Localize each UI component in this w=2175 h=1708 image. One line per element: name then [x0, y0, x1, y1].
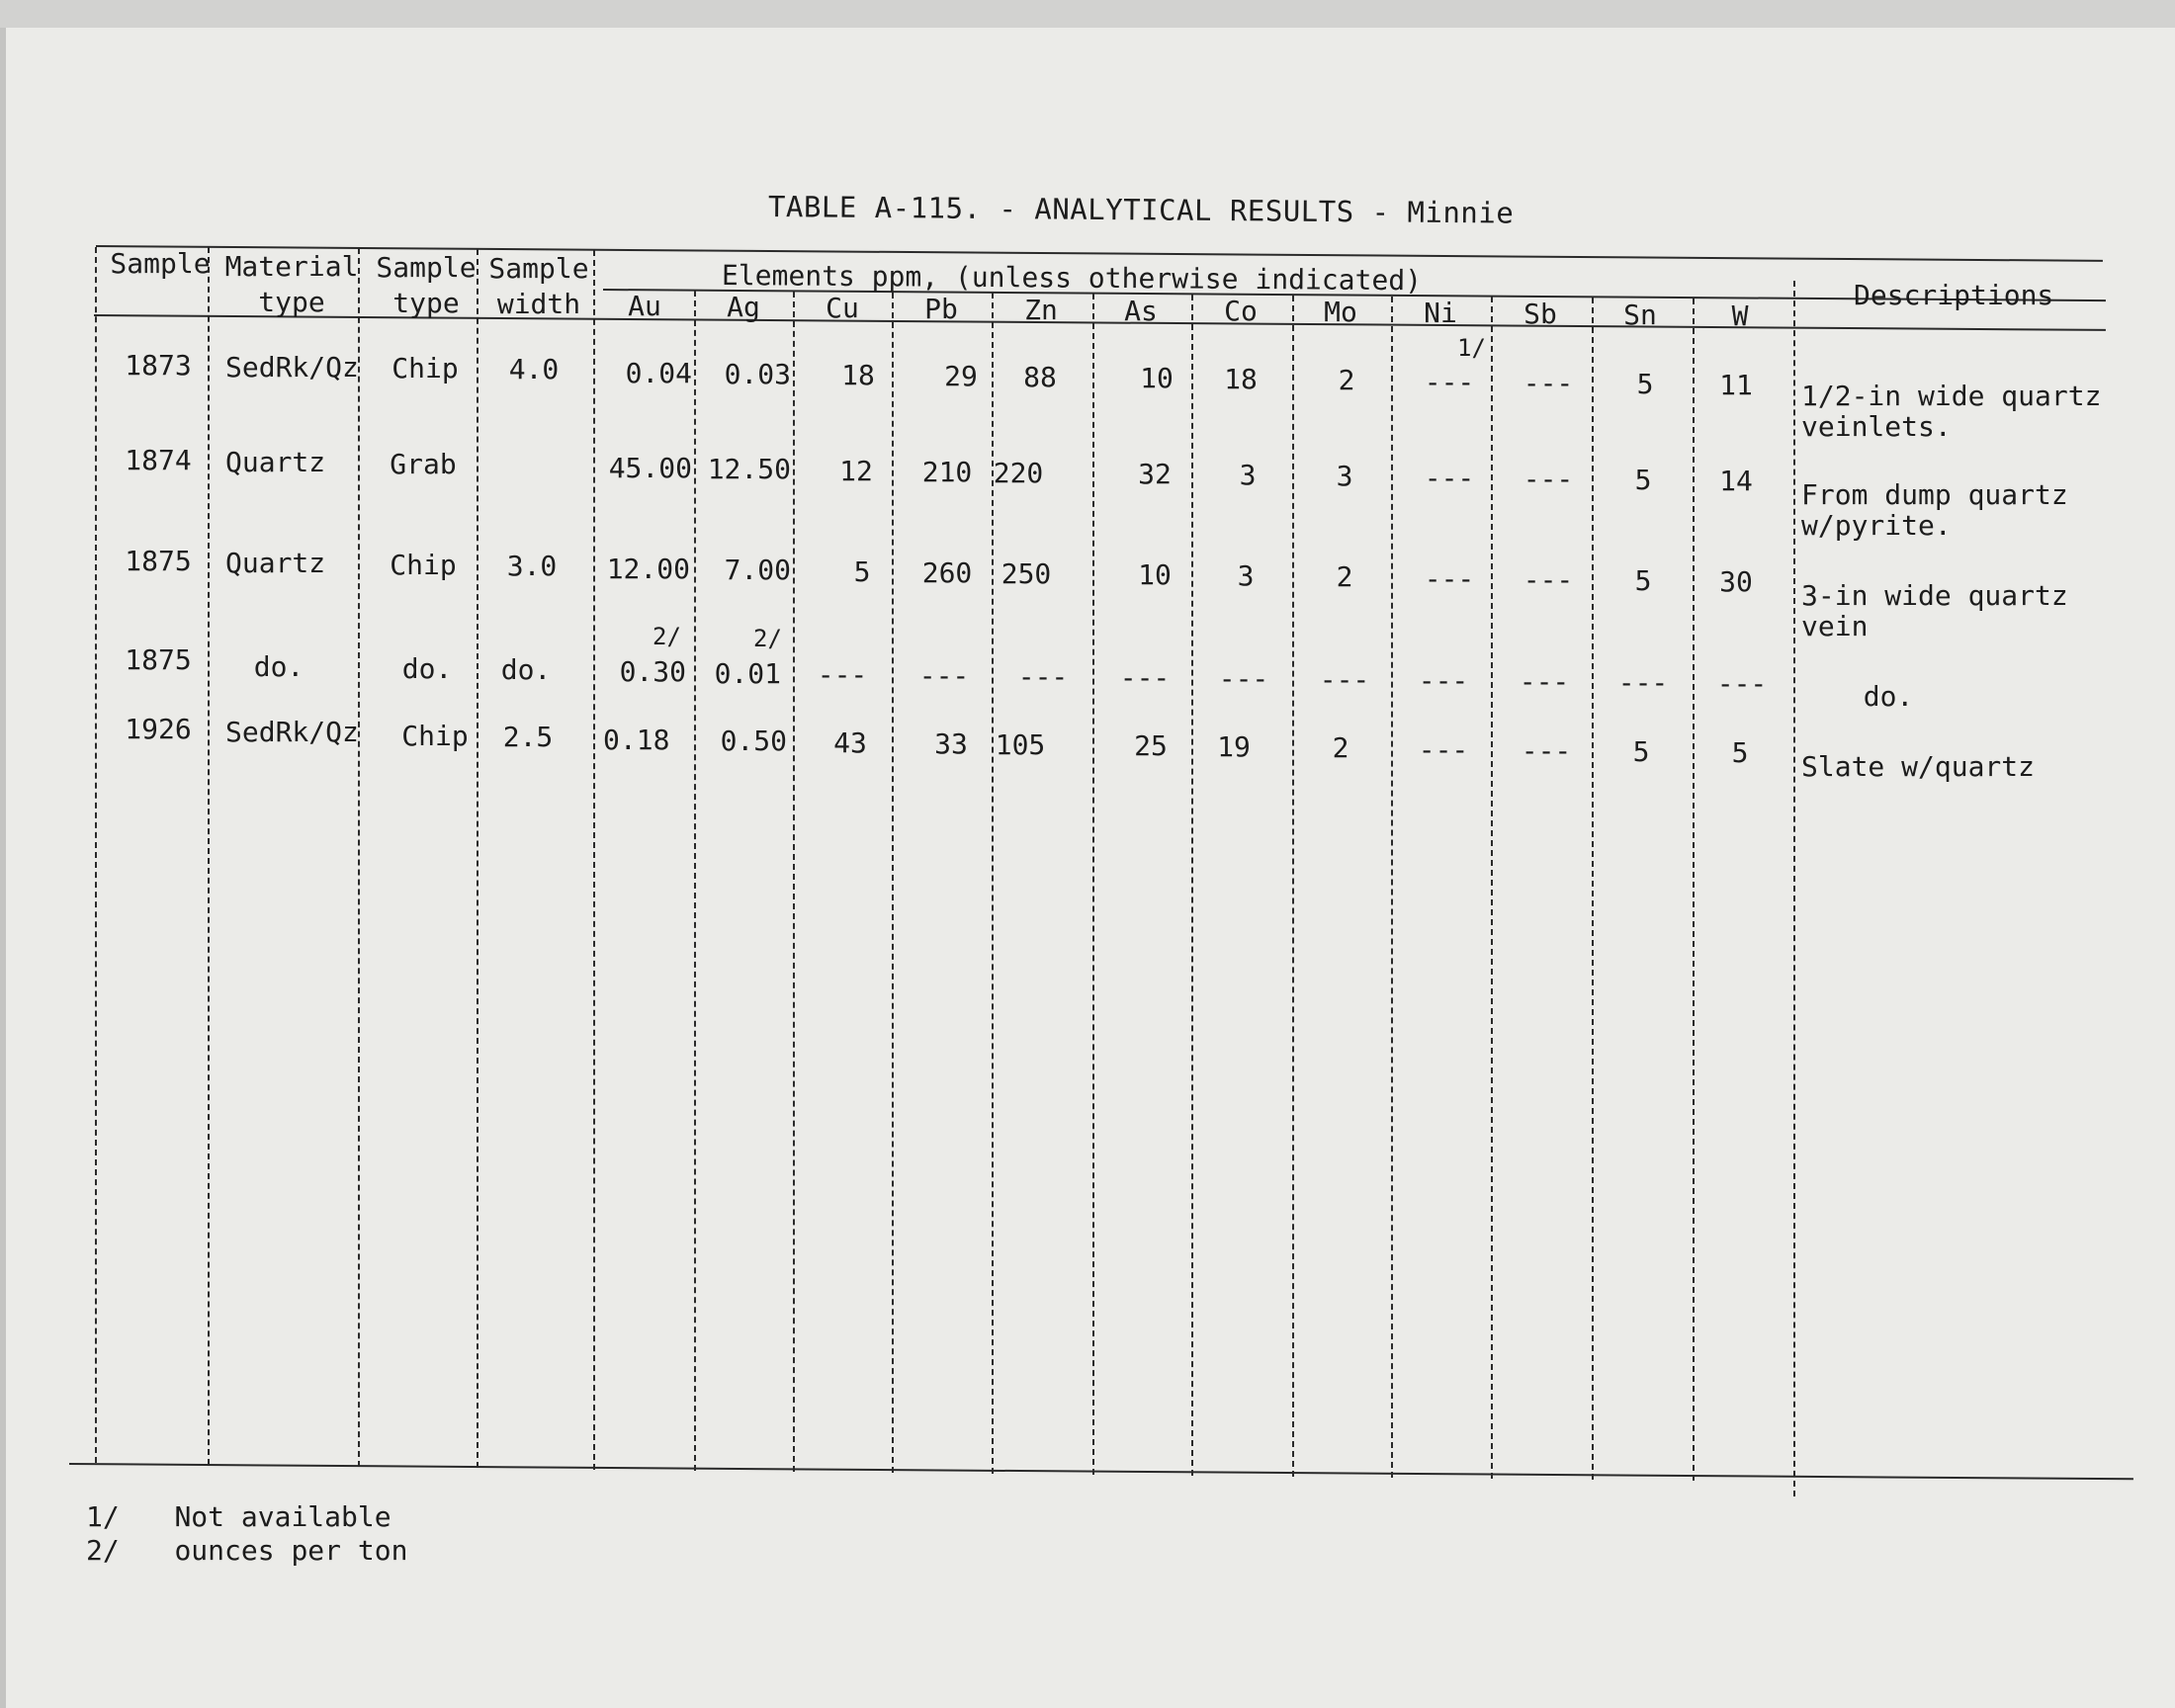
header-sb: Sb	[1523, 298, 1557, 330]
cell-description: 1/2-in wide quartz veinlets.	[1801, 380, 2102, 443]
cell-au: 0.04	[625, 357, 692, 389]
cell-as: 32	[1138, 458, 1172, 490]
cell-ni-footnote: 1/	[1457, 334, 1486, 362]
cell-ag: 0.03	[724, 358, 791, 390]
table-bottom-rule	[69, 1463, 2133, 1480]
header-material-type: Material type	[224, 250, 359, 318]
header-co: Co	[1224, 295, 1258, 327]
cell-au: 12.00	[606, 553, 690, 585]
header-ag: Ag	[727, 291, 760, 323]
cell-sb: ---	[1522, 367, 1574, 399]
cell-material: SedRk/Qz	[225, 351, 359, 384]
cell-material: do.	[253, 650, 304, 683]
col-rule-sampletype	[477, 249, 478, 1468]
header-sample-width: Sample width	[488, 252, 589, 320]
cell-mo: 3	[1336, 460, 1353, 492]
header-au: Au	[628, 290, 661, 322]
cell-as: 10	[1138, 558, 1172, 591]
cell-cu: 18	[841, 359, 875, 391]
cell-sn: ---	[1617, 666, 1669, 699]
header-elements-group: Elements ppm, (unless otherwise indicated)	[721, 259, 1423, 298]
cell-sample-type: Grab	[390, 448, 457, 480]
cell-cu: 5	[853, 555, 871, 588]
cell-w: 14	[1719, 465, 1753, 497]
cell-ag: 12.50	[707, 453, 791, 485]
cell-sample-type: Chip	[401, 720, 469, 752]
cell-pb: ---	[918, 659, 970, 692]
header-cu: Cu	[826, 292, 859, 324]
cell-au-footnote: 2/	[652, 623, 681, 650]
cell-zn: 220	[993, 457, 1044, 489]
col-rule-cu	[892, 293, 894, 1473]
cell-sample-width: do.	[500, 653, 552, 686]
cell-ni: ---	[1418, 733, 1469, 766]
cell-au: 45.00	[608, 452, 692, 484]
col-rule-w	[1793, 281, 1795, 1496]
cell-sample-type: Chip	[392, 352, 459, 384]
cell-ni: ---	[1424, 562, 1475, 595]
cell-co: 19	[1217, 730, 1251, 763]
col-rule-au	[694, 291, 696, 1471]
cell-description: From dump quartz w/pyrite.	[1801, 478, 2068, 542]
cell-material: Quartz	[225, 446, 326, 478]
footnote-text: ounces per ton	[174, 1534, 408, 1567]
cell-ag: 0.50	[720, 725, 787, 757]
cell-sample-type: do.	[401, 652, 453, 685]
header-mo: Mo	[1324, 296, 1357, 328]
cell-sb: ---	[1521, 734, 1572, 767]
cell-pb: 33	[934, 727, 968, 760]
cell-zn: 250	[1000, 557, 1052, 590]
footnote-marker: 2/	[86, 1534, 120, 1567]
col-rule-sample	[208, 247, 210, 1465]
cell-ni: ---	[1418, 664, 1469, 697]
cell-sn: 5	[1636, 368, 1654, 400]
cell-co: ---	[1218, 662, 1269, 695]
cell-sn: 5	[1632, 735, 1650, 768]
cell-ag-footnote: 2/	[753, 625, 782, 652]
header-sample-type: Sample type	[376, 251, 477, 319]
header-sample: Sample	[110, 247, 211, 280]
header-as: As	[1124, 295, 1158, 327]
cell-sample-width: 4.0	[508, 353, 560, 385]
cell-as: ---	[1119, 661, 1171, 694]
cell-w: 30	[1719, 565, 1753, 598]
col-rule-as	[1191, 295, 1193, 1476]
cell-ni: ---	[1424, 462, 1475, 494]
cell-sn: 5	[1634, 564, 1652, 597]
header-zn: Zn	[1024, 294, 1058, 326]
footnote-marker: 1/	[86, 1500, 120, 1533]
cell-sample: 1873	[125, 349, 192, 382]
cell-sb: ---	[1522, 563, 1574, 596]
cell-w: 11	[1719, 369, 1753, 401]
header-ni: Ni	[1424, 297, 1457, 329]
header-w: W	[1731, 299, 1749, 332]
col-rule-ag	[793, 292, 795, 1472]
header-sn: Sn	[1623, 299, 1657, 331]
footnote-2	[86, 1534, 407, 1567]
cell-sample-width: 2.5	[502, 721, 554, 753]
cell-mo: 2	[1336, 560, 1353, 593]
col-rule-sn	[1693, 299, 1695, 1481]
cell-sn: 5	[1634, 464, 1652, 496]
header-descriptions: Descriptions	[1854, 279, 2054, 311]
cell-au: 0.18	[603, 724, 670, 756]
cell-co: 18	[1224, 363, 1258, 395]
cell-w: 5	[1731, 736, 1749, 769]
cell-cu: ---	[817, 658, 868, 691]
cell-sample-width: 3.0	[506, 550, 558, 582]
cell-zn: 105	[995, 728, 1046, 761]
cell-cu: 12	[839, 455, 873, 487]
cell-co: 3	[1239, 459, 1257, 491]
footnote-1	[86, 1500, 392, 1533]
cell-cu: 43	[833, 726, 867, 759]
col-rule-zn	[1092, 294, 1094, 1475]
cell-sb: ---	[1522, 463, 1574, 495]
cell-ag: 7.00	[724, 554, 791, 586]
cell-as: 25	[1134, 729, 1168, 762]
cell-sample-type: Chip	[390, 549, 457, 581]
footnote-text: Not available	[174, 1500, 392, 1533]
cell-ag: 0.01	[714, 657, 781, 690]
cell-pb: 260	[921, 556, 973, 589]
cell-pb: 210	[921, 456, 973, 488]
cell-mo: 2	[1338, 364, 1355, 396]
cell-sample: 1875	[125, 545, 192, 577]
cell-ni: ---	[1424, 366, 1475, 398]
cell-w: ---	[1716, 667, 1768, 700]
cell-co: 3	[1237, 559, 1255, 592]
header-pb: Pb	[924, 293, 958, 325]
cell-sample: 1874	[125, 444, 192, 476]
cell-description: do.	[1863, 680, 1914, 713]
cell-pb: 29	[944, 360, 978, 392]
col-rule-mo	[1391, 297, 1393, 1478]
cell-material: Quartz	[225, 547, 326, 579]
cell-mo: ---	[1319, 663, 1370, 696]
cell-zn: ---	[1017, 660, 1069, 693]
cell-description: 3-in wide quartz vein	[1801, 579, 2068, 642]
cell-au: 0.30	[619, 655, 686, 688]
col-rule-width	[593, 250, 595, 1470]
table-title: TABLE A-115. - ANALYTICAL RESULTS - Minnie	[767, 190, 1515, 230]
col-rule-sb	[1592, 298, 1594, 1480]
cell-sb: ---	[1519, 665, 1570, 698]
col-rule-co	[1292, 296, 1294, 1477]
cell-zn: 88	[1023, 361, 1057, 393]
cell-sample: 1926	[125, 713, 192, 745]
cell-description: Slate w/quartz	[1801, 750, 2036, 783]
col-rule-ni	[1491, 297, 1493, 1479]
col-rule-left	[95, 247, 97, 1463]
col-rule-material	[358, 248, 360, 1467]
cell-material: SedRk/Qz	[225, 716, 359, 748]
cell-as: 10	[1140, 362, 1174, 394]
cell-sample: 1875	[125, 643, 192, 676]
cell-mo: 2	[1332, 731, 1349, 764]
